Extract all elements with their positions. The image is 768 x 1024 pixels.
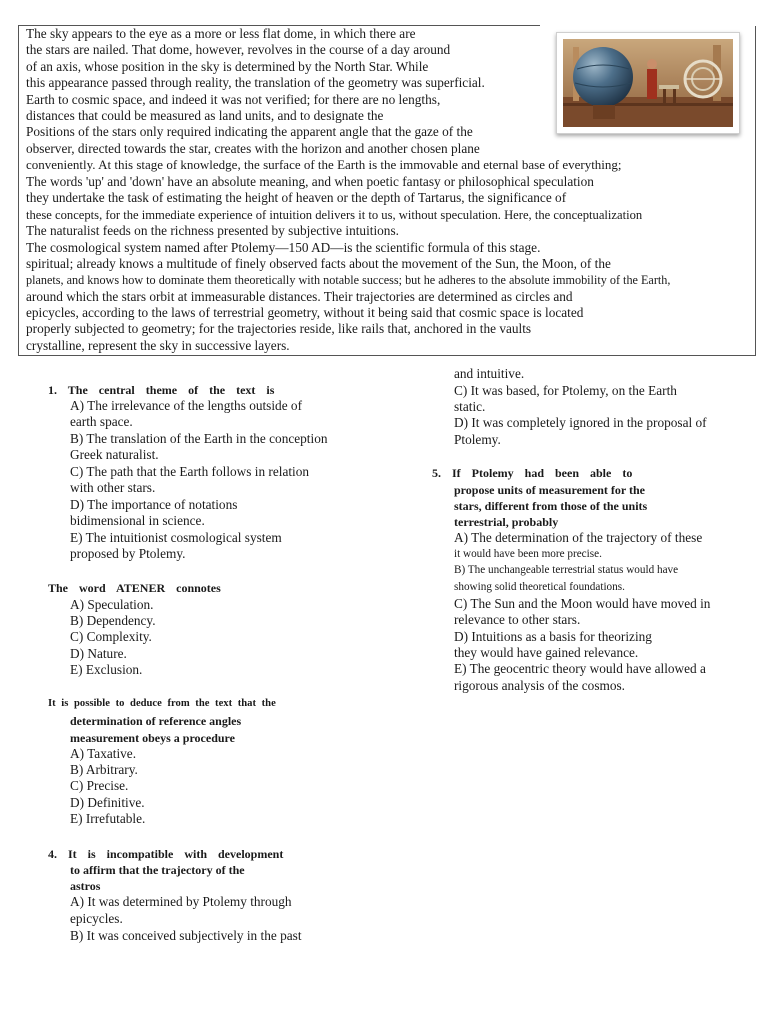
question-2-option: A) Speculation. bbox=[70, 597, 154, 612]
question-2-option: C) Complexity. bbox=[70, 629, 152, 644]
question-4-stem: 4. It is incompatible with development bbox=[48, 847, 284, 861]
question-3-stem-cont: measurement obeys a procedure bbox=[70, 731, 235, 745]
question-1-stem: 1. The central theme of the text is bbox=[48, 383, 275, 397]
astronomer-illustration bbox=[556, 32, 740, 134]
question-4-stem-cont: to affirm that the trajectory of the bbox=[70, 863, 245, 877]
question-3-option: E) Irrefutable. bbox=[70, 811, 146, 826]
passage-line: observer, directed towards the star, creates with the horizon and another chosen plane bbox=[26, 141, 480, 156]
question-4-option: D) It was completely ignored in the proposal of bbox=[454, 415, 707, 430]
question-2-option: E) Exclusion. bbox=[70, 662, 143, 677]
passage-line: Earth to cosmic space, and indeed it was not verified; for there are no lengths, bbox=[26, 92, 441, 107]
question-4-option: C) It was based, for Ptolemy, on the Earth bbox=[454, 383, 677, 398]
passage-line: spiritual; already knows a multitude of finely observed facts about the movement of the Sun, the Moon, of the bbox=[26, 256, 611, 271]
question-4-option: B) It was conceived subjectively in the past bbox=[70, 928, 302, 943]
question-5-option: C) The Sun and the Moon would have moved in bbox=[454, 596, 711, 611]
question-3-option: C) Precise. bbox=[70, 778, 129, 793]
passage-line: The words 'up' and 'down' have an absolute meaning, and when poetic fantasy or philosophical speculation bbox=[26, 174, 594, 189]
question-5-option-cont: it would have been more precise. bbox=[454, 548, 602, 560]
question-5-stem-cont: propose units of measurement for the bbox=[454, 483, 645, 497]
question-1-option-cont: proposed by Ptolemy. bbox=[70, 546, 186, 561]
question-3-option: A) Taxative. bbox=[70, 746, 137, 761]
passage-line: planets, and knows how to dominate them theoretically with notable success; but he adheres to the absolute immobility of the Earth, bbox=[26, 273, 671, 287]
question-1-option-cont: bidimensional in science. bbox=[70, 513, 205, 528]
question-5-option: A) The determination of the trajectory of these bbox=[454, 530, 703, 545]
question-5-option: B) The unchangeable terrestrial status would have bbox=[454, 564, 679, 576]
question-3-option: D) Definitive. bbox=[70, 795, 145, 810]
question-1-option: C) The path that the Earth follows in relation bbox=[70, 464, 310, 479]
question-4-option: and intuitive. bbox=[454, 366, 525, 381]
question-5-option-cont: rigorous analysis of the cosmos. bbox=[454, 678, 625, 693]
passage-line: distances that could be measured as land units, and to designate the bbox=[26, 108, 384, 123]
passage-line: crystalline, represent the sky in successive layers. bbox=[26, 338, 290, 353]
question-1-option-cont: with other stars. bbox=[70, 480, 156, 495]
passage-line: The sky appears to the eye as a more or less flat dome, in which there are bbox=[26, 26, 416, 41]
passage-line: these concepts, for the immediate experience of intuition delivers it to us, without speculation. Here, the conceptualization bbox=[26, 208, 643, 222]
astronomer-with-globe-image bbox=[563, 39, 733, 127]
question-2-option: D) Nature. bbox=[70, 646, 127, 661]
question-5-stem: 5. If Ptolemy had been able to bbox=[432, 466, 633, 480]
question-1-option: B) The translation of the Earth in the conception bbox=[70, 431, 328, 446]
question-1-option-cont: earth space. bbox=[70, 414, 133, 429]
question-1-option: E) The intuitionist cosmological system bbox=[70, 530, 282, 545]
passage-line: they undertake the task of estimating the height of heaven or the depth of Tartarus, the significance of bbox=[26, 190, 567, 205]
passage-line: The cosmological system named after Ptolemy—150 AD—is the scientific formula of this stage. bbox=[26, 240, 541, 255]
passage-line: Positions of the stars only required indicating the apparent angle that the gaze of the bbox=[26, 124, 473, 139]
question-5-option: E) The geocentric theory would have allowed a bbox=[454, 661, 706, 676]
question-5-option-cont: relevance to other stars. bbox=[454, 612, 581, 627]
passage-line: this appearance passed through reality, the translation of the geometry was superficial. bbox=[26, 75, 485, 90]
question-5-stem-cont: terrestrial, probably bbox=[454, 515, 559, 529]
question-5-option-cont: showing solid theoretical foundations. bbox=[454, 581, 625, 593]
question-4-stem-cont: astros bbox=[70, 879, 101, 893]
passage-line: epicycles, according to the laws of terrestrial geometry, without it being said that cosmic space is located bbox=[26, 305, 584, 320]
question-1-option: A) The irrelevance of the lengths outside of bbox=[70, 398, 303, 413]
question-5-option-cont: they would have gained relevance. bbox=[454, 645, 639, 660]
question-5-option: D) Intuitions as a basis for theorizing bbox=[454, 629, 652, 644]
question-4-option: Ptolemy. bbox=[454, 432, 501, 447]
question-3-stem: It is possible to deduce from the text that the bbox=[48, 698, 276, 709]
question-1-option-cont: Greek naturalist. bbox=[70, 447, 159, 462]
question-4-option: epicycles. bbox=[70, 911, 123, 926]
question-2-stem: The word ATENER connotes bbox=[48, 581, 221, 595]
question-3-stem-cont: determination of reference angles bbox=[70, 714, 242, 728]
question-5-stem-cont: stars, different from those of the units bbox=[454, 499, 648, 513]
question-4-option: static. bbox=[454, 399, 486, 414]
question-2-option: B) Dependency. bbox=[70, 613, 156, 628]
question-4-option: A) It was determined by Ptolemy through bbox=[70, 894, 292, 909]
passage-line: conveniently. At this stage of knowledge, the surface of the Earth is the immovable and eternal base of everything; bbox=[26, 157, 622, 172]
question-1-option: D) The importance of notations bbox=[70, 497, 238, 512]
question-3-option: B) Arbitrary. bbox=[70, 762, 138, 777]
passage-line: the stars are nailed. That dome, however, revolves in the course of a day around bbox=[26, 42, 451, 57]
passage-line: The naturalist feeds on the richness presented by subjective intuitions. bbox=[26, 223, 399, 238]
passage-line: around which the stars orbit at immeasurable distances. Their trajectories are determined as circles and bbox=[26, 289, 573, 304]
passage-line: properly subjected to geometry; for the trajectories reside, like rails that, anchored in the vaults bbox=[26, 321, 532, 336]
passage-line: of an axis, whose position in the sky is determined by the North Star. While bbox=[26, 59, 429, 74]
